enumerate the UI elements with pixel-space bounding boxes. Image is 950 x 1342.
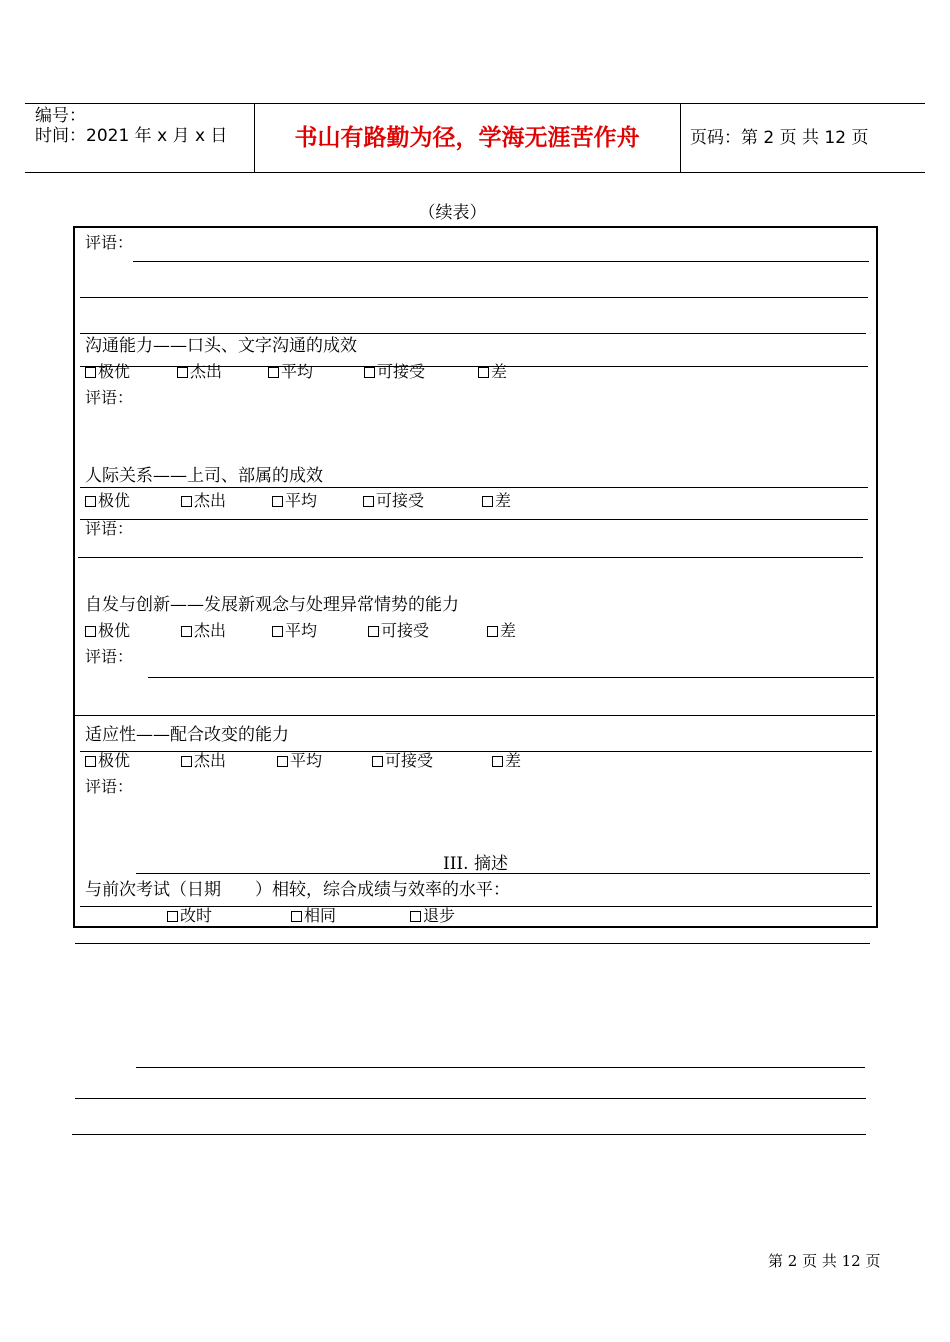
rating-option-poor[interactable]: 差 [478,362,507,382]
motto: 书山有路勤为径，学海无涯苦作舟 [294,125,640,151]
rating-option-acceptable[interactable]: 可接受 [364,362,425,382]
writing-line [72,1134,866,1135]
writing-line [75,1098,866,1099]
section-line [80,487,868,488]
rating-option-average[interactable]: 平均 [272,621,317,641]
checkbox-icon [85,367,96,378]
checkbox-icon [85,626,96,637]
comment-label: 评语： [85,777,134,796]
comment-line [75,715,875,716]
rating-option-poor[interactable]: 差 [482,491,511,511]
section-line [80,519,868,520]
relations-title: 人际关系——上司、部属的成效 [85,466,323,486]
rating-option-excellent[interactable]: 极优 [85,491,130,511]
checkbox-icon [372,756,383,767]
comment-line [80,333,866,334]
checkbox-icon [85,756,96,767]
checkbox-icon [363,496,374,507]
comment-line [133,261,869,262]
comment-label: 评语： [85,519,134,538]
rating-option-average[interactable]: 平均 [277,751,322,771]
checkbox-icon [368,626,379,637]
rating-option-acceptable[interactable]: 可接受 [363,491,424,511]
checkbox-icon [177,367,188,378]
header-bottom-rule [25,172,925,173]
continued-label: （续表） [418,203,487,223]
summary-line [136,873,870,874]
checkbox-icon [277,756,288,767]
header-divider-right [680,103,681,172]
checkbox-icon [272,626,283,637]
communication-title: 沟通能力——口头、文字沟通的成效 [85,336,357,356]
checkbox-icon [85,496,96,507]
rating-option-acceptable[interactable]: 可接受 [368,621,429,641]
checkbox-icon [487,626,498,637]
writing-line [136,1067,865,1068]
rating-option-average[interactable]: 平均 [272,491,317,511]
footer-page-number: 第 2 页 共 12 页 [768,1252,881,1270]
checkbox-icon [268,367,279,378]
rating-option-poor[interactable]: 差 [492,751,521,771]
rating-option-average[interactable]: 平均 [268,362,313,382]
checkbox-icon [291,911,302,922]
checkbox-icon [181,496,192,507]
checkbox-icon [492,756,503,767]
comparison-text: 与前次考试（日期 ）相较，综合成绩与效率的水平： [85,880,510,900]
time-label: 时间：2021 年 x 月 x 日 [35,126,228,146]
initiative-title: 自发与创新——发展新观念与处理异常情势的能力 [85,595,459,615]
rating-option-outstanding[interactable]: 杰出 [181,751,226,771]
rating-option-outstanding[interactable]: 杰出 [181,621,226,641]
checkbox-icon [478,367,489,378]
writing-line [75,943,870,944]
rating-option-outstanding[interactable]: 杰出 [177,362,222,382]
rating-option-outstanding[interactable]: 杰出 [181,491,226,511]
summary-option-regressed[interactable]: 退步 [410,906,455,926]
rating-option-poor[interactable]: 差 [487,621,516,641]
checkbox-icon [272,496,283,507]
checkbox-icon [364,367,375,378]
checkbox-icon [167,911,178,922]
summary-option-same[interactable]: 相同 [291,906,336,926]
form-table [73,226,878,928]
checkbox-icon [482,496,493,507]
comment-line [78,557,863,558]
serial-label: 编号： [35,106,86,126]
comment-label: 评语： [85,388,134,407]
adaptability-title: 适应性——配合改变的能力 [85,725,289,745]
comment-label: 评语： [85,233,134,252]
comment-label: 评语： [85,647,134,666]
page-label: 页码：第 2 页 共 12 页 [690,128,869,148]
rating-option-excellent[interactable]: 极优 [85,362,130,382]
comment-line [148,677,874,678]
checkbox-icon [410,911,421,922]
rating-option-excellent[interactable]: 极优 [85,621,130,641]
rating-option-excellent[interactable]: 极优 [85,751,130,771]
header-top-rule [25,103,925,104]
comment-line [80,297,868,298]
summary-heading: III. 摘述 [443,854,508,874]
checkbox-icon [181,626,192,637]
summary-option-improved[interactable]: 改时 [167,906,212,926]
rating-option-acceptable[interactable]: 可接受 [372,751,433,771]
checkbox-icon [181,756,192,767]
